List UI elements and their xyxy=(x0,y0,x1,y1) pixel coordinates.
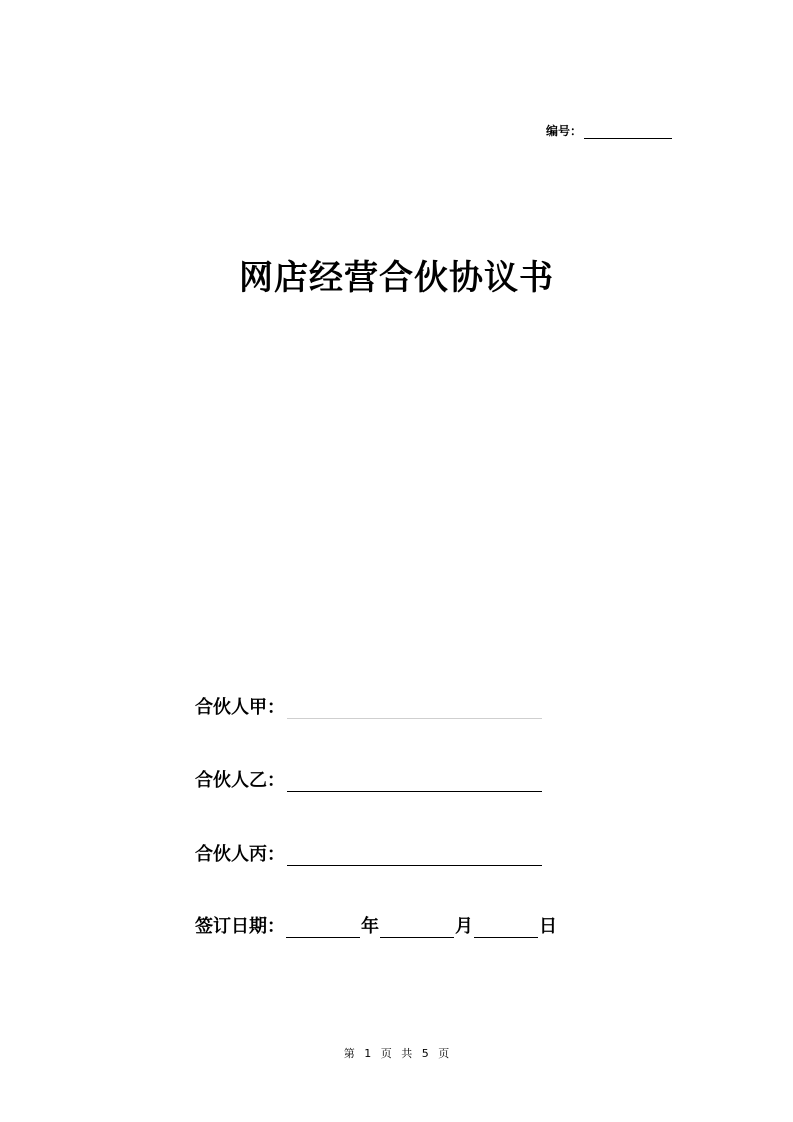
partner-a-field xyxy=(195,693,542,719)
partner-b-field xyxy=(195,766,542,792)
month-unit: 月 xyxy=(455,916,473,937)
month-blank xyxy=(380,917,454,938)
footer-page-prefix: 第 xyxy=(343,1047,355,1060)
document-number xyxy=(546,122,672,139)
sign-date-label: 签订日期： xyxy=(195,916,285,937)
partner-b-blank xyxy=(287,771,542,792)
partner-a-blank xyxy=(287,698,542,719)
partner-b-label: 合伙人乙： xyxy=(195,770,285,791)
year-unit: 年 xyxy=(361,916,379,937)
partner-c-field xyxy=(195,840,542,866)
partner-c-blank xyxy=(287,845,542,866)
sign-date-field xyxy=(195,912,557,938)
day-unit: 日 xyxy=(539,916,557,937)
partner-a-label: 合伙人甲： xyxy=(195,697,285,718)
document-title: 网店经营合伙协议书 xyxy=(239,258,554,298)
footer-total-prefix: 共 xyxy=(401,1047,413,1060)
page-footer xyxy=(0,1045,793,1061)
document-number-blank xyxy=(584,124,672,139)
footer-total-pages: 5 xyxy=(421,1047,429,1060)
document-number-label: 编号： xyxy=(546,124,583,138)
partner-c-label: 合伙人丙： xyxy=(195,844,285,865)
year-blank xyxy=(286,917,360,938)
footer-total-unit: 页 xyxy=(438,1047,450,1060)
footer-page-unit: 页 xyxy=(380,1047,392,1060)
footer-current-page: 1 xyxy=(364,1047,372,1060)
day-blank xyxy=(474,917,538,938)
